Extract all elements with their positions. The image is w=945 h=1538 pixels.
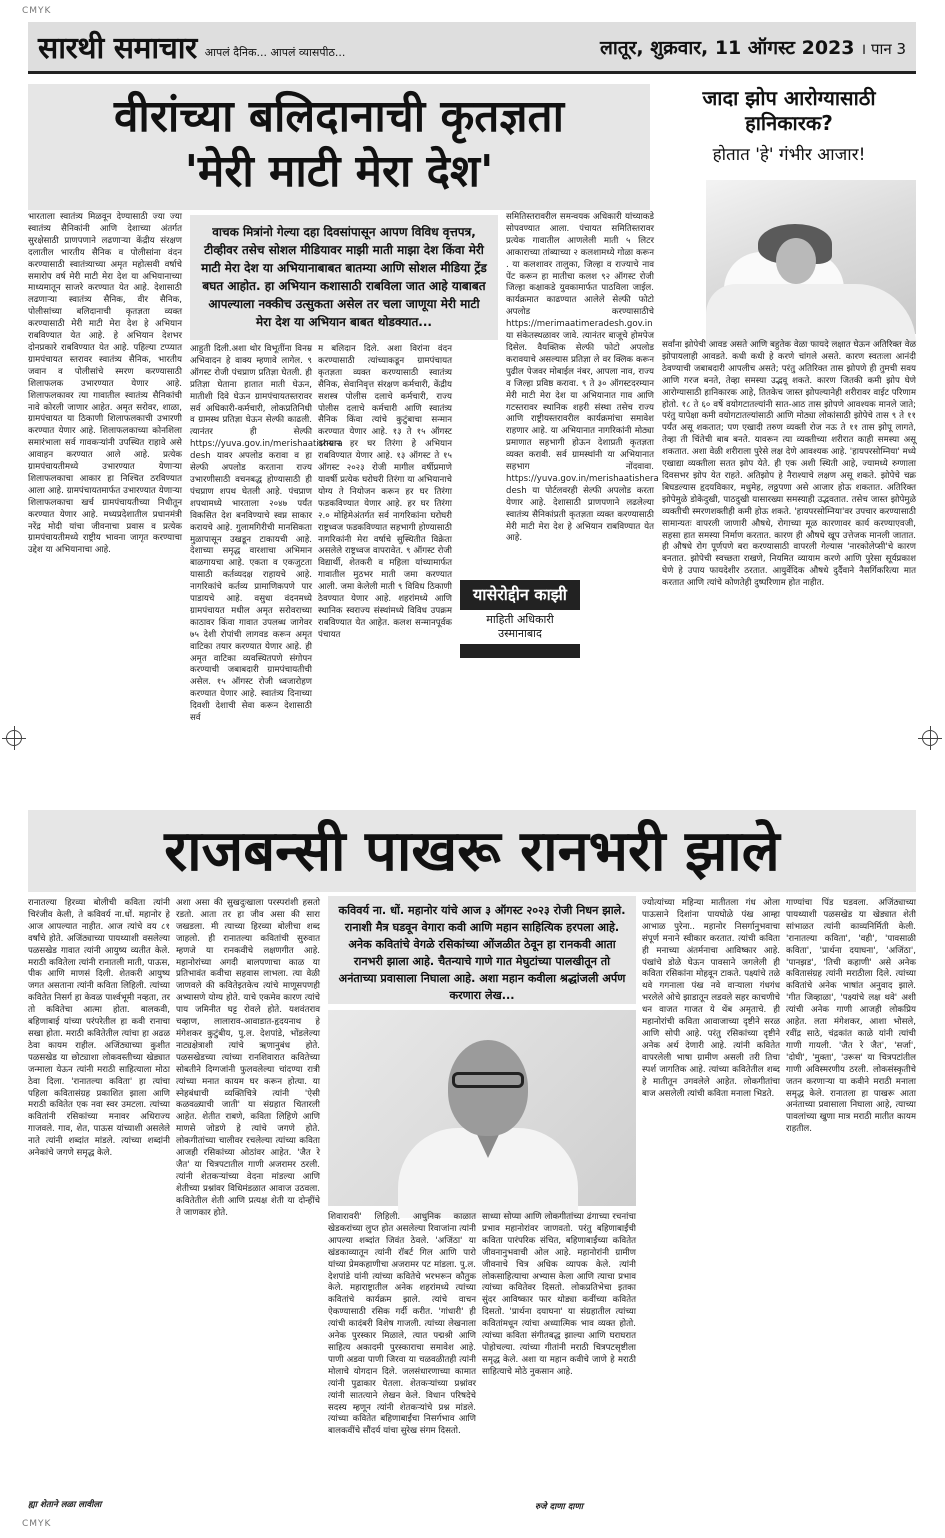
page-number: । पान 3 bbox=[860, 39, 906, 58]
article1-column-2: आहुती दिली.अशा थोर विभूतींना विनम्र अभिवादन हे वाक्य म्हणावे लागेल. ९ ऑगस्ट रोजी पंचप्राण प्रतिज्ञा घेतली. ही प्रतिज्ञा घेताना हातात माती घेऊन, मातीशी दिवे घेऊन ग्रामपंचायतस्तरावर सर्व अधिकारी-कर्मचारी, लोकप्रतिनिधी व ग्रामस्थ प्रतिज्ञा घेऊन सेल्फी काढली. त्यानंतर ही सेल्फी https://yuva.gov.in/merishaatishera desh यावर अपलोड करावा व हा सेल्फी अपलोड करताना राज्य उभारणीसाठी वचनबद्ध होण्यासाठी ही पंचप्राण शपथ घेतली आहे. पंचप्राण शपथामध्ये भारताला २०४७ पर्यंत विकसित देश बनविण्याचे स्वप्न साकार करायचे आहे. गुलामगिरीची मानसिकता मुळापासून उखडून टाकायची आहे. देशाच्या समृद्ध वारशाचा अभिमान बाळगायचा आहे. एकता व एकजुटता यासाठी कर्तव्यदक्ष राहायचे आहे. नागरिकांचे कर्तव्य प्रामाणिकपणे पार पाडायचे आहे. वसुधा वंदनमध्ये ग्रामपंचायत मधील अमृत सरोवराच्या काठावर किंवा गावात उपलब्ध जागेवर ७५ देशी रोपांची लागवड करून अमृत वाटिका तयार करण्यात येणार आहे. ही अमृत वाटिका व्यवस्थितपणे संगोपन करण्याची जबाबदारी ग्रामपंचायतीची असेल. १५ ऑगस्ट रोजी ध्वजारोहण करण्यात येणार आहे. स्वातंत्र्य दिनाच्या दिवशी देशाची सेवा करून देशासाठी सर्व bbox=[190, 344, 343, 724]
dateline bbox=[600, 34, 906, 60]
face-shape bbox=[776, 238, 816, 284]
article3-column-6: गाण्यांचा पिंड घडवला. अजिंठ्याच्या पायथ्याशी पळसखेड या खेड्यात शेती सांभाळत त्यांनी काव्यनिर्मिती केली. 'रानातल्या कविता', 'वही', 'पावसाळी कविता', 'प्रार्थना दयाघना', 'अजिंठा', 'पानझड', 'तिची कहाणी' असे अनेक कवितासंग्रह त्यांनी मराठीला दिले. त्यांच्या कवितांचे अनेक भाषांत अनुवाद झाले. 'गीत जिव्हाळा', 'पक्ष्यांचे लक्ष थवे' अशी त्यांची अनेक गाणी आजही लोकप्रिय आहेत. लता मंगेशकर, आशा भोसले, रवींद्र साठे, चंद्रकांत काळे यांनी त्यांची गाणी गायली. 'जैत रे जैत', 'सर्जा', 'दोघी', 'मुक्ता', 'उरूस' या चित्रपटांतील गाणी अविस्मरणीय ठरली. लोकसंस्कृतीचे जतन करणाऱ्या या कवीने मराठी मनाला समृद्ध केले. रानातला हा पाखरू आता अनंताच्या प्रवासाला निघाला आहे, त्याच्या पावलांच्या खुणा मात्र मराठी मातीत कायम राहतील. bbox=[786, 898, 916, 1135]
article3-column-5: ज्योत्यांच्या महिन्या मातीतला गंध ओला पाऊसाने दिशांना पायघोळे पंख आम्हा आभाळ पुरेना.. महानोर निसर्गानुभवाचा संपूर्ण मनाने स्वीकार करतात. त्यांची कविता ही मनाच्या अंतर्मनाचा आविष्कार आहे. पंखांचे डोळे घेऊन पावसाने जगलेली ही कविता रसिकांना मोहवून टाकते. पक्ष्यांचे तळे थवे गगनाला पंख नवे वाऱ्याला गंधगंध भरलेले ओचे झाडातून लडवले सहर काचणीचे धन वाजत गाजत ये थेंब अमृताचे. ही महानोरांची कविता आवाजाच्या दृष्टीने सरळ आणि सोपी आहे. परंतु रसिकांच्या दृष्टीने अनेक अर्थ देणारी आहे. त्यांनी कवितेत वापरलेली भाषा ग्रामीण असली तरी तिचा स्पर्श जागतिक आहे. त्यांच्या कवितेतील शब्द हे मातीतून उगवलेले आहेत. लोकगीतांचा बाज असलेली त्यांची कविता मनाला भिडते. bbox=[642, 898, 780, 1099]
article3-column-1: रानातल्या हिरव्या बोलीची कविता त्यांनी चिरंजीव केली, ते कविवर्य ना.धों. महानोर हे आज आपल्यात नाहीत. आज त्यांचे वय ८१ वर्षांचे होते. अजिंठ्याच्या पायथ्याशी वसलेल्या पळसखेड गावात त्यांनी आयुष्य व्यतीत केले. मराठी कवितेला त्यांनी रानातली माती, पाऊस, पीक आणि माणसं दिली. शेतकरी आयुष्य जगत असताना त्यांनी कविता लिहिली. त्यांच्या कवितेत निसर्ग हा केवळ पार्श्वभूमी नव्हता, तर तो कवितेचा आत्मा होता. बालकवी, बहिणाबाई यांच्या परंपरेतील हा कवी रानाचा सखा होता. मराठी कवितेतील त्यांचा हा अढळ ठेवा कायम राहील. अजिंठ्याच्या कुशीत पळसखेड या छोट्याशा लोकवस्तीच्या खेड्यात जन्माला येऊन त्यांनी मराठी साहित्याला मोठा ठेवा दिला. 'रानातल्या कविता' हा त्यांचा पहिला कवितासंग्रह प्रकाशित झाला आणि मराठी कवितेत एक नवा स्वर उमटला. त्यांच्या कवितांनी रसिकांच्या मनावर अधिराज्य गाजवले. गाव, शेत, पाऊस यांच्याशी असलेले नाते त्यांनी शब्दांत मांडले. त्यांच्या शब्दांनी अनेकांचे जगणे समृद्ध केले. bbox=[28, 898, 170, 1159]
article3-column-4: साध्या सोप्या आणि लोकगीतांच्या ढंगाच्या रचनांचा प्रभाव महानोरांवर जाणवतो. परंतु बहिणाबाईंची कविता पारंपरिक संचित, बहिणाबाईंच्या कवितेत जीवनानुभवाची ओल आहे. महानोरांनी ग्रामीण जीवनाचे चित्र अधिक व्यापक केले. त्यांनी लोकसाहित्याचा अभ्यास केला आणि त्याचा प्रभाव त्यांच्या कवितेवर दिसतो. लोकप्रतिभेचा इतका सुंदर आविष्कार फार थोड्या कवींच्या कवितेत दिसतो. 'प्रार्थना दयाघना' या संग्रहातील त्यांच्या कवितांमधून त्यांचा अध्यात्मिक भाव व्यक्त होतो. त्यांच्या कविता संगीतबद्ध झाल्या आणि घराघरात पोहोचल्या. त्यांच्या गीतांनी मराठी चित्रपटसृष्टीला समृद्ध केले. अशा या महान कवीचे जाणे हे मराठी साहित्याचे मोठे नुकसान आहे. bbox=[482, 1212, 636, 1377]
article3-column-3: शिवारावरी' लिहिली. आधुनिक काळात खेडकरांच्या लुप्त होत असलेल्या रिवाजांना त्यांनी आपल्या शब्दांत जिवंत ठेवले. 'अजिंठा' या खंडकाव्यातून त्यांनी रॉबर्ट गिल आणि पारो यांच्या प्रेमकहाणीचा अजरामर पट मांडला. पु.ल. देशपांडे यांनी त्यांच्या कवितेचे भरभरून कौतुक केले. महाराष्ट्रातील अनेक शहरांमध्ये त्यांच्या कवितांचे कार्यक्रम झाले. त्यांचे वाचन ऐकण्यासाठी रसिक गर्दी करीत. 'गांधारी' ही त्यांची कादंबरी विशेष गाजली. त्यांच्या लेखनाला अनेक पुरस्कार मिळाले, त्यात पद्मश्री आणि साहित्य अकादमी पुरस्काराचा समावेश आहे. पाणी अडवा पाणी जिरवा या चळवळीतही त्यांनी मोलाचे योगदान दिले. जलसंधारणाच्या कामात त्यांनी पुढाकार घेतला. शेतकऱ्यांच्या प्रश्नांवर त्यांनी सातत्याने लेखन केले. विधान परिषदेचे सदस्य म्हणून त्यांनी शेतकऱ्यांचे प्रश्न मांडले. त्यांच्या कवितेत बहिणाबाईंचा निसर्गभाव आणि बालकवींचे सौंदर्य यांचा सुरेख संगम दिसतो. bbox=[328, 1212, 476, 1437]
article3-column-1-footer: ह्या शेताने लळा लावीला bbox=[28, 1500, 102, 1510]
article2-body: सर्वांना झोपेची आवड असते आणि बहुतेक वेळा फायदे लक्षात घेऊन अतिरिक्त वेळ झोपायलाही आवडते. कधी कधी हे करणे चांगले असते. कारण स्वतःला आनंदी ठेवण्याची जबाबदारी आपलीच असते; परंतु अतिरिक्त तास झोपणे ही तुमची सवय आणि गरज बनते, तेव्हा समस्या उद्भवू शकते. कारण जितकी कमी झोप घेणे आरोग्यासाठी हानिकारक आहे, तितकेच जास्त झोपल्यानेही शरीरावर वाईट परिणाम होतो. १८ ते ६० वर्षे वयोगटातल्यांनी सात-आठ तास झोपणे आवश्यक मानले जाते; परंतु यापेक्षा कमी वयोगटातल्यांसाठी आणि मोठ्या लोकांसाठी झोपेचे तास ९ ते ११ पर्यंत असू शकतात; पण एखादी तरुण व्यक्ती रोज नऊ ते ११ तास झोपू लागते, तेव्हा ती चिंतेची बाब बनते. यावरून त्या व्यक्तीच्या शरीरात काही समस्या असू शकतात. अशा वेळी शरीराला पुरेसे लक्ष देणे आवश्यक आहे. 'हायपरसोम्निया' मध्ये एखाद्या व्यक्तीला सतत झोप येते. ही एक अशी स्थिती आहे, ज्यामध्ये रुग्णाला दिवसभर झोप येत राहते. अतिझोप हे नैराश्याचे लक्षण असू शकते. झोपेचे चक्र बिघडल्यास हृदयविकार, मधुमेह, लठ्ठपणा असे आजार होऊ शकतात. अतिरिक्त झोपेमुळे डोकेदुखी, पाठदुखी यासारख्या समस्याही उद्भवतात. तसेच जास्त झोपेमुळे व्यक्तीची स्मरणशक्तीही कमी होऊ शकते. 'हायपरसोम्निया'वर उपचार करण्यासाठी सामान्यतः वापरली जाणारी औषधे, रोगाच्या मूळ कारणावर कार्य करण्याएवजी, सहसा हात समस्या निर्माण करतात. कारण ही औषधे खूप उत्तेजक मानली जातात. ही औषधे रोग पूर्णपणे बरा करण्यासाठी वापरली गेल्यास 'नारकोलेप्सी'चे कारण बनतात. झोपेची स्वच्छता राखणे, नियमित व्यायाम करणे आणि पुरेसा सूर्यप्रकाश घेणे हे उपाय फायदेशीर ठरतात. आयुर्वेदिक औषधे दुर्दैवाने नैसर्गिकरित्या मात करतात आणि त्यांचे कोणतेही दुष्परिणाम होत नाहीत. bbox=[662, 340, 916, 589]
masthead bbox=[28, 22, 916, 74]
byline-role bbox=[460, 610, 580, 644]
article1-column-4: समितिस्तरावरील समन्वयक अधिकारी यांच्याकडे सोपवण्यात आला. पंचायत समितिस्तरावर प्रत्येक गावातील आणलेली माती ५ लिटर आकाराच्या तांब्याच्या २ कलशामध्ये गोळा करून . या कलशावर तालुका, जिल्हा व राज्याचे नाव पेंट करून हा मातीचा कलश ९२ ऑगस्ट रोजी जिल्हा कक्षाकडे युवकामार्फत पाठविला जाईल. कार्यक्रमात काढण्यात आलेले सेल्फी फोटो अपलोड करण्यासाठीचे https://merimaatimeradesh.gov.in या संकेतस्थळावर जावे. त्यानंतर बाजूचे होमपेज दिसेल. वैयक्तिक सेल्फी फोटो अपलोड करावयाचे असल्यास प्रतिज्ञा ले वर क्लिक करून पुढील पेजवर मोबाईल नंबर, आपला नाव, राज्य व जिल्हा प्रविष्ठ करावा. ९ ते ३० ऑगस्टदरम्यान मेरी माटी मेरा देश या अभियानात गाव आणि गटस्तरावर स्थानिक शहरी संस्था तसेच राज्य आणि राष्ट्रीयस्तरावरील कार्यक्रमांचा समावेश राहणार आहे. या अभियानात नागरिकांनी मोठ्या प्रमाणात सहभागी होऊन देशाप्रती कृतज्ञता व्यक्त करावी. सर्व ग्रामस्थांनी या अभियानात सहभाग नोंदवावा. https://yuva.gov.in/merishaatishera desh या पोर्टलवरही सेल्फी अपलोड करता येणार आहे. देशासाठी प्राणपणाने लढलेल्या स्वातंत्र्य सैनिकांप्रती कृतज्ञता व्यक्त करण्यासाठी मेरी माटी मेरा देश हे अभियान राबविण्यात येत आहे. bbox=[506, 212, 659, 544]
cmyk-mark-bottom: CMYK bbox=[22, 1519, 52, 1529]
byline-name: यासेरोद्दीन काझी bbox=[473, 585, 567, 604]
article2-headline-line2: हानिकारक? bbox=[745, 111, 833, 135]
article1-headline-line2: 'मेरी माटी मेरा देश' bbox=[184, 146, 494, 197]
byline-role-line2: उस्मानाबाद bbox=[498, 627, 542, 640]
glasses-shape bbox=[452, 1072, 524, 1088]
article3-author: रुजे दाणा दाणा bbox=[535, 1502, 583, 1512]
article1-highlight-box: वाचक मित्रांनो गेल्या दहा दिवसांपासून आपण विविध वृत्तपत्र, टीव्हीवर तसेच सोशल मीडियावर माझी माती माझा देश किंवा मेरी माटी मेरा देश या अभियानाबाबत बातम्या आणि सोशल मीडिया ट्रेंड बघत आहोत. हा अभियान कशासाठी राबविला जात आहे याबाबत आपल्याला नक्कीच उत्सुकता असेल तर चला जाणूया मेरी माटी मेरा देश या अभियान बाबत थोडक्यात... bbox=[190, 215, 498, 340]
byline-role-line1: माहिती अधिकारी bbox=[486, 613, 554, 626]
registration-mark-right-icon bbox=[922, 730, 938, 746]
article3-column-2: अशा असा की सुखदुःखाला परस्परांशी हसतो रडतो. आता तर हा जीव असा की सारा जखडला. मी त्याच्या हिरव्या बोलीचा शब्द जाहलो. ही रानातल्या कवितांची सुरुवात म्हणजे या रानकवीचे लक्षणगीत आहे. महानोरांच्या अगदी बालपणाचा काळ या प्रतिभावंत कवीचा सहवास लाभला. त्या वेळी जाणवले की कवितेइतकेच त्यांचे माणूसपणही अभ्यासणे योग्य होते. याचे एकमेव कारण त्यांचे पाय जमिनीत घट्ट रोवले होते. यशवंतराव चव्हाण, लालाराव-आवाडात-हृदयनाथ हे मंगेशकर कुटुंबीय, पु.ल. देशपांडे, भोंडलेल्या नाट्यक्षेत्राशी त्यांचे ऋणानुबंध होते. पळसखेडच्या त्यांच्या रानशिवारात कवितेच्या सोबतीने दिग्गजांनी फुलवलेल्या चांदण्या रात्री त्यांच्या मनात कायम घर करून होत्या. या स्नेहबंधाची व्यक्तिचित्रे त्यांनी 'ऐसी कळवळ्याची जाती' या संग्रहात चितारली आहेत. शेतीत राबणे, कविता लिहिणे आणि माणसे जोडणे हे त्यांचे जगणे होते. लोकगीतांच्या चालीवर रचलेल्या त्यांच्या कविता आजही रसिकांच्या ओठांवर आहेत. 'जैत रे जैत' या चित्रपटातील गाणी अजरामर ठरली. त्यांनी शेतकऱ्यांच्या वेदना मांडल्या आणि शेतीच्या प्रश्नांवर विधिमंडळात आवाज उठवला. कवितेतील शेती आणि प्रत्यक्ष शेती या दोन्हींचे ते जाणकार होते. bbox=[176, 898, 320, 1218]
newspaper-name: सारथी समाचार bbox=[38, 31, 197, 66]
sleeping-woman-image bbox=[706, 180, 916, 334]
blanket-shape bbox=[706, 284, 916, 344]
poet-portrait-photo bbox=[328, 1010, 636, 1206]
article2-headline bbox=[662, 86, 916, 165]
article1-headline-line1: वीरांच्या बलिदानाची कृतज्ञता bbox=[113, 91, 565, 142]
registration-mark-left-icon bbox=[6, 730, 22, 746]
article2-headline-line1: जादा झोप आरोग्यासाठी bbox=[702, 86, 876, 110]
article3-highlight-box: कविवर्य ना. धों. महानोर यांचे आज ३ ऑगस्ट २०२३ रोजी निधन झाले. रानाशी मैत्र घडवून वेगारा कवी आणि महान साहित्यिक हरपला आहे. अनेक कवितांचे वेगळे रसिकांच्या ओंजळीत ठेवून हा रानकवी आता रानभरी झाला आहे. चैतन्याचे गाणे गात मेघुटांच्या पालखीतून तो अनंताच्या प्रवासाला निघाला आहे. अशा महान कवीला श्रद्धांजली अर्पण करणारा लेख... bbox=[328, 896, 636, 1004]
article2-subhead: होतात 'हे' गंभीर आजार! bbox=[712, 145, 866, 165]
cmyk-mark-top: CMYK bbox=[22, 6, 52, 16]
article1-byline bbox=[460, 580, 580, 658]
article3-headline: राजबन्सी पाखरू रानभरी झाले bbox=[28, 810, 916, 892]
article1-column-3: म बलिदान दिले. अशा विरांना वंदन करण्यासाठी त्यांच्याकडून ग्रामपंचायत कृतज्ञता व्यक्त करण्यासाठी स्वातंत्र्य सैनिक, सेवानिवृत्त संरक्षण कर्मचारी, केंद्रीय सशस्त्र पोलीस दलाचे कर्मचारी, राज्य पोलीस दलाचे कर्मचारी आणि स्वातंत्र्य सैनिक किंवा त्यांचे कुटुंबाचा सन्मान करण्यात येणार आहे. १३ ते १५ ऑगस्ट दरम्यान हर घर तिरंगा हे अभियान राबविण्यात येणार आहे. १३ ऑगस्ट ते १५ ऑगस्ट २०२३ रोजी मागील वर्षीप्रमाणे यावर्षी प्रत्येक घरोघरी तिरंगा या अभियानाचे योग्य ते नियोजन करून हर घर तिरंगा फडकविण्यात येणार आहे. हर घर तिरंगा २.० मोहिमेअंतर्गत सर्व नागरिकांना घरोघरी राष्ट्रध्वज फडकविण्यात सहभागी होण्यासाठी नागरिकांनी मेरा वर्षाचे सुस्थितीत विक्रेता असलेले राष्ट्रध्वज वापरावेत. ९ ऑगस्ट रोजी विद्यार्थी, शेतकरी व महिला यांच्यामार्फत गावातील मुठभर माती जमा करण्यात आली. जमा केलेली माती ९ विविध ठिकाणी ठेवण्यात येणार आहे. शहरांमध्ये आणि स्थानिक स्वराज्य संस्थांमध्ये विविध उपक्रम राबविण्यात येत आहेत. कलश सन्मानपूर्वक पंचायत bbox=[318, 344, 452, 640]
newspaper-tagline: आपलं दैनिक... आपलं व्यासपीठ... bbox=[204, 46, 346, 59]
head-shape bbox=[448, 1040, 528, 1136]
date-text: लातूर, शुक्रवार, 11 ऑगस्ट 2023 bbox=[600, 36, 855, 59]
article1-headline bbox=[28, 84, 650, 210]
article1-column-1: भारताला स्वातंत्र्य मिळवून देण्यासाठी ज्या ज्या स्वातंत्र्य सैनिकांनी आणि देशाच्या अंतर्गत सुरक्षेसाठी प्राणपणाने लढणाऱ्या केंद्रीय संरक्षण दलातील भारतीय सैनिक व पोलीसांना वंदन करण्यासाठी स्वातंत्र्याच्या अमृत महोत्सवी वर्षाचे समारोप वर्ष मेरी माटी मेरा देश या अभियानाच्या माध्यमातून साजरे करण्यात येत आहे. देशासाठी लढणाऱ्या स्वातंत्र्य सैनिक, वीर सैनिक, पोलीसांच्या बलिदानाची कृतज्ञता व्यक्त करण्यासाठी मेरी माटी मेरा देश हे अभियान राबविण्यात येत आहे. हे अभियान देशभर दोनप्रकारे राबविण्यात येत आहे. पहिल्या टप्प्यात ग्रामपंचायत स्तरावर स्वातंत्र्य सैनिक, भारतीय जवान व पोलीसांचे स्मरण करण्यासाठी शिलाफलक उभारण्यात येणार आहे. शिलाफलकावर त्या गावातील स्वातंत्र्य सैनिकांची नावे कोरली जाणार आहेत. अमृत सरोवर, शाळा, ग्रामपंचायत या ठिकाणी शिलाफलकाची उभारणी करण्यात येणार आहे. शिलाफलकाच्या कोनशिला समारंभाला सर्व गावकऱ्यांनी उपस्थित राहावे असे आवाहन करण्यात आले आहे. प्रत्येक ग्रामपंचायतीमध्ये उभारण्यात येणाऱ्या शिलाफलकाचा आकार हा निश्चित ठरविण्यात आला आहे. ग्रामपंचायतमार्फत उभारण्यात येणाऱ्या शिलाफलकाचा खर्च ग्रामपंचायतीच्या निधीतून करण्यात येणार आहे. मध्यप्रदेशातील प्रधानमंत्री नरेंद्र मोदी यांचा जीवनाचा प्रवास व प्रत्येक ग्रामपंचायतीमध्ये राष्ट्रीय भावना जागृत करण्याचा उद्देश या अभियानाचा आहे. bbox=[28, 212, 182, 556]
